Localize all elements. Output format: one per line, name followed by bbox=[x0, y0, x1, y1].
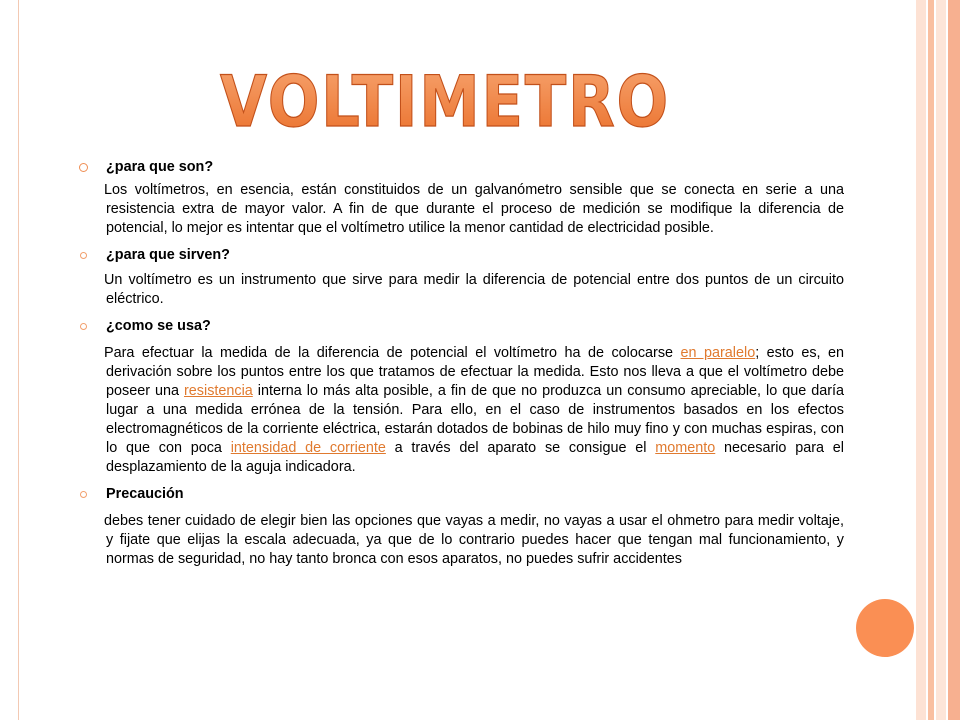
section bbox=[74, 317, 844, 477]
decorative-circle bbox=[856, 599, 914, 657]
inline-link[interactable]: momento bbox=[655, 440, 716, 456]
paragraph-text: necesario para el desplazamiento de la aguja indicadora. bbox=[106, 440, 844, 475]
paragraph-text: debes tener cuidado de elegir bien las opciones que vayas a medir, no vayas a usar el ohmetro para medir voltaje, y fijate que elijas la escala adecuada, ya que de lo contrario puedes hacer que tengan mal funcionamiento, y normas de seguridad, no hay tanto bronca con esos aparatos, no puedes sufrir accidentes bbox=[104, 513, 844, 567]
paragraph-text: Los voltímetros, en esencia, están constituidos de un galvanómetro sensible que se conecta en serie a una resistencia extra de mayor valor. A fin de que durante el proceso de medición se modifique la diferencia de potencial, lo mejor es intentar que el voltímetro utilice la menor cantidad de electricidad posible. bbox=[104, 182, 844, 236]
bullet-item bbox=[74, 317, 844, 336]
stripe-4 bbox=[948, 0, 960, 720]
slide-title bbox=[210, 62, 680, 142]
bullet-item bbox=[74, 246, 844, 265]
bullet-icon bbox=[80, 491, 87, 498]
section-paragraph bbox=[74, 344, 844, 477]
bullet-icon bbox=[79, 163, 88, 172]
paragraph-text: ; esto es, en derivación sobre los puntos entre los que tratamos de efectuar la medida. Esto nos lleva a que el voltímetro debe poseer una bbox=[106, 345, 845, 399]
stripe-2 bbox=[928, 0, 934, 720]
paragraph-text: Un voltímetro es un instrumento que sirve para medir la diferencia de potencial entre dos puntos de un circuito eléctrico. bbox=[104, 272, 844, 307]
stripe-3 bbox=[936, 0, 946, 720]
section-paragraph bbox=[74, 512, 844, 569]
section-heading: ¿para que sirven? bbox=[106, 247, 230, 263]
bullet-icon bbox=[80, 323, 87, 330]
section-paragraph bbox=[74, 181, 844, 238]
bullet-icon bbox=[80, 252, 87, 259]
bullet-item bbox=[74, 485, 844, 504]
content-body bbox=[74, 158, 844, 577]
section bbox=[74, 485, 844, 569]
paragraph-text: Para efectuar la medida de la diferencia de potencial el voltímetro ha de colocarse bbox=[104, 345, 681, 361]
paragraph-text: interna lo más alta posible, a fin de que no produzca un consumo apreciable, lo que daría lugar a una medida errónea de la tensión. Para ello, en el caso de instrumentos basados en los efectos electromagnéticos de la corriente eléctrica, estarán dotados de bobinas de hilo muy fino y con muchas espiras, con lo que con poca bbox=[106, 383, 844, 456]
section-heading: ¿para que son? bbox=[106, 159, 214, 175]
title-wordart bbox=[210, 62, 680, 142]
section-paragraph bbox=[74, 271, 844, 309]
section bbox=[74, 246, 844, 309]
paragraph-text: a través del aparato se consigue el bbox=[385, 440, 656, 456]
inline-link[interactable]: resistencia bbox=[184, 383, 253, 399]
stripe-1 bbox=[916, 0, 926, 720]
inline-link[interactable]: en paralelo bbox=[680, 345, 756, 361]
bullet-item bbox=[74, 158, 844, 177]
title-text: VOLTIMETRO bbox=[220, 61, 670, 143]
section bbox=[74, 158, 844, 238]
section-heading: Precaución bbox=[106, 486, 184, 502]
section-heading: ¿como se usa? bbox=[106, 318, 211, 334]
decorative-stripes bbox=[916, 0, 960, 720]
inline-link[interactable]: intensidad de corriente bbox=[230, 440, 386, 456]
